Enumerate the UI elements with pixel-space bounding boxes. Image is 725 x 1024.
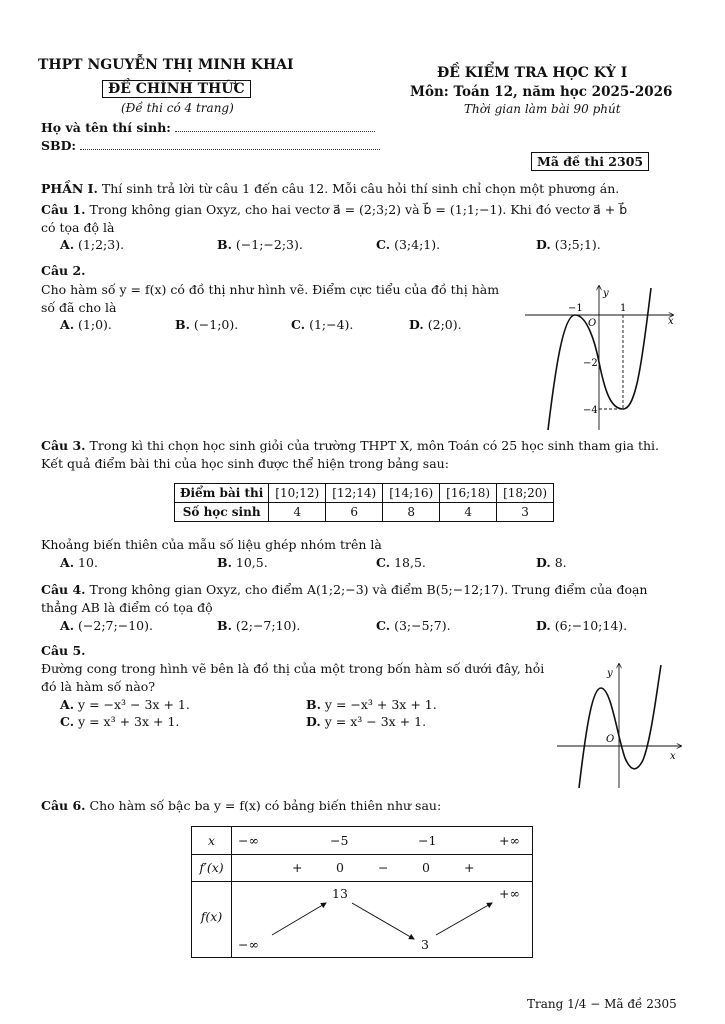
q3-label: Câu 3. [41,438,86,453]
q3-option-c[interactable] [376,555,426,570]
f-value: 13 [332,886,348,901]
q2-option-a[interactable] [60,317,112,332]
name-label: Họ và tên thí sinh: [41,120,171,135]
q3-stem [41,438,659,453]
option-letter: D. [536,618,551,633]
table-row [175,503,554,522]
option-text: (1;0). [78,317,112,332]
q3-text: Trong kì thi chọn học sinh giỏi của trường THPT X, môn Toán có 25 học sinh tham gia thi. [89,438,660,453]
option-letter: B. [217,555,232,570]
sign: 0 [422,860,430,875]
q5-option-b[interactable] [306,697,437,712]
increasing-arrow [272,903,326,935]
table-cell: 8 [383,503,440,522]
q3-option-d[interactable] [536,555,567,570]
q5-option-d[interactable] [306,714,426,729]
sbd-row [41,138,380,153]
q1-stem-2: có tọa độ là [41,220,115,235]
q3-option-b[interactable] [217,555,268,570]
option-text: (−1;−2;3). [235,237,303,252]
fprime-row-label: f′(x) [199,860,224,875]
q1-text: Trong không gian Oxyz, cho hai vectơ a⃗ = (2;3;2) và b⃗ = (1;1;−1). Khi đó vectơ a⃗ + b⃗ [89,202,628,217]
origin-label: O [588,318,597,329]
option-letter: A. [60,697,75,712]
option-text: (1;2;3). [78,237,125,252]
option-letter: D. [536,237,551,252]
table-row [175,484,554,503]
option-letter: C. [291,317,306,332]
q2-label: Câu 2. [41,263,86,278]
q5-graph [555,660,685,790]
option-text: (3;−5;7). [394,618,451,633]
exam-time: Thời gian làm bài 90 phút [464,102,621,116]
table-cell: [10;12) [269,484,326,503]
option-letter: C. [376,618,391,633]
name-row [41,120,375,135]
q6-stem [41,798,441,813]
option-letter: A. [60,618,75,633]
q4-label: Câu 4. [41,582,86,597]
sbd-field[interactable] [80,139,380,150]
sign: + [292,860,303,875]
q5-text-2: đó là hàm số nào? [41,679,156,694]
f-row-label: f(x) [200,909,223,924]
q5-option-c[interactable] [60,714,179,729]
page-count: (Đề thi có 4 trang) [121,101,234,115]
q2-option-c[interactable] [291,317,353,332]
sign: + [464,860,475,875]
q4-option-a[interactable] [60,618,153,633]
q3-option-a[interactable] [60,555,98,570]
q3-frequency-table [174,483,554,522]
y-label: y [607,668,613,679]
option-text: (1;−4). [309,317,354,332]
name-field[interactable] [175,121,375,132]
f-value: +∞ [499,886,520,901]
cubic-curve [579,665,661,788]
q4-option-d[interactable] [536,618,627,633]
q4-text: Trong không gian Oxyz, cho điểm A(1;2;−3) và điểm B(5;−12;17). Trung điểm của đoạn [89,582,648,597]
sign: − [378,860,389,875]
q4-option-b[interactable] [217,618,300,633]
q4-stem [41,582,647,597]
q4-option-c[interactable] [376,618,451,633]
option-letter: D. [536,555,551,570]
origin-label: O [606,734,615,745]
q5-label: Câu 5. [41,643,86,658]
exam-code-box: Mã đề thi 2305 [531,152,649,171]
q2-option-d[interactable] [409,317,462,332]
table-cell: [18;20) [497,484,554,503]
part1-heading [41,181,619,196]
f-value: 3 [421,937,429,952]
table-cell: 3 [497,503,554,522]
option-text: 10,5. [235,555,268,570]
option-text: 10. [78,555,98,570]
official-stamp: ĐỀ CHÍNH THỨC [102,80,251,98]
q6-label: Câu 6. [41,798,86,813]
table-cell: [16;18) [440,484,497,503]
f-value: −∞ [238,937,259,952]
option-text: (3;5;1). [554,237,601,252]
tick-label: 1 [620,303,627,314]
option-text: (3;4;1). [394,237,441,252]
option-text: (2;−7;10). [235,618,301,633]
tick-label: −1 [568,303,583,314]
option-text: (6;−10;14). [554,618,628,633]
option-letter: C. [60,714,75,729]
row-header: Số học sinh [175,503,269,522]
option-letter: B. [306,697,321,712]
x-value: −∞ [238,833,259,848]
option-letter: A. [60,237,75,252]
option-text: y = −x³ + 3x + 1. [324,697,437,712]
variation-table [191,826,533,958]
option-letter: B. [175,317,190,332]
option-text: 18,5. [394,555,426,570]
option-text: y = x³ + 3x + 1. [78,714,180,729]
option-letter: D. [409,317,424,332]
option-letter: A. [60,555,75,570]
table-cell: 4 [440,503,497,522]
page-footer: Trang 1/4 − Mã đề 2305 [527,997,677,1011]
q2-graph [525,282,685,432]
tick-label: −2 [583,358,598,369]
table-cell: [12;14) [326,484,383,503]
variation-arrows [192,827,532,957]
option-letter: A. [60,317,75,332]
option-text: (−1;0). [193,317,239,332]
school-name: THPT NGUYỄN THỊ MINH KHAI [38,57,294,73]
q1-label: Câu 1. [41,202,86,217]
x-label: x [670,751,676,762]
part1-instructions: Thí sinh trả lời từ câu 1 đến câu 12. Mỗi câu hỏi thí sinh chỉ chọn một phương án. [101,181,620,196]
x-value: +∞ [499,833,520,848]
increasing-arrow [436,903,492,935]
exam-title: ĐỀ KIỂM TRA HỌC KỲ I [437,65,628,81]
x-value: −1 [418,833,437,848]
q4-text-2: thẳng AB là điểm có tọa độ [41,600,213,615]
q2-text: Cho hàm số y = f(x) có đồ thị như hình vẽ. Điểm cực tiểu của đồ thị hàm [41,282,500,297]
q3-text-2: Kết quả điểm bài thi của học sinh được thể hiện trong bảng sau: [41,456,449,471]
option-letter: D. [306,714,321,729]
q2-option-b[interactable] [175,317,238,332]
q1-option-b[interactable] [217,237,303,252]
table-cell: [14;16) [383,484,440,503]
sign: 0 [336,860,344,875]
option-text: y = −x³ − 3x + 1. [78,697,190,712]
q6-text: Cho hàm số bậc ba y = f(x) có bảng biến thiên như sau: [89,798,442,813]
x-row-label: x [207,833,216,848]
q5-text: Đường cong trong hình vẽ bên là đồ thị của một trong bốn hàm số dưới đây, hỏi [41,661,545,676]
option-text: (−2;7;−10). [78,618,153,633]
option-letter: C. [376,237,391,252]
option-text: (2;0). [427,317,462,332]
option-text: 8. [554,555,567,570]
x-value: −5 [330,833,349,848]
y-label: y [603,288,609,299]
part1-label: PHẦN I. [41,181,98,196]
option-letter: C. [376,555,391,570]
tick-label: −4 [583,405,598,416]
table-cell: 6 [326,503,383,522]
q1-stem [41,202,627,217]
x-label: x [668,316,674,327]
q3-question: Khoảng biến thiên của mẫu số liệu ghép nhóm trên là [41,537,382,552]
exam-subject: Môn: Toán 12, năm học 2025-2026 [410,84,673,100]
sbd-label: SBD: [41,138,77,153]
q1-option-d[interactable] [536,237,601,252]
option-letter: B. [217,237,232,252]
q2-text-2: số đã cho là [41,300,117,315]
q5-option-a[interactable] [60,697,190,712]
q1-option-a[interactable] [60,237,124,252]
decreasing-arrow [352,903,414,939]
table-cell: 4 [269,503,326,522]
option-letter: B. [217,618,232,633]
option-text: y = x³ − 3x + 1. [324,714,427,729]
q1-option-c[interactable] [376,237,440,252]
row-header: Điểm bài thi [175,484,269,503]
